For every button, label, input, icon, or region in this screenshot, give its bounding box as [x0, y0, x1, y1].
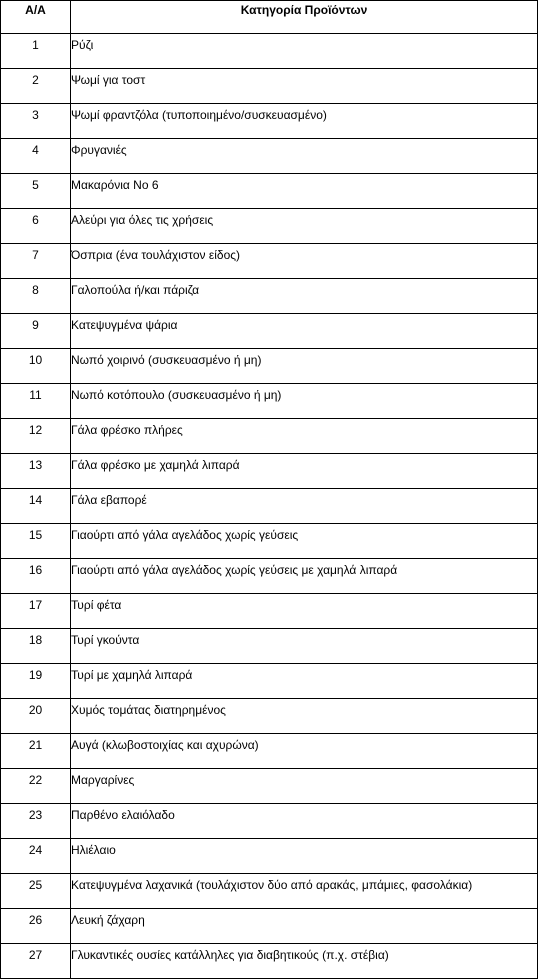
row-number: 18 [1, 629, 71, 664]
table-row [1, 594, 538, 629]
product-category-name: Γιαούρτι από γάλα αγελάδος χωρίς γεύσεις [71, 524, 538, 559]
product-category-name: Φρυγανιές [71, 139, 538, 174]
row-number: 23 [1, 804, 71, 839]
row-number: 6 [1, 209, 71, 244]
table-row [1, 454, 538, 489]
product-category-name: Γάλα εβαπορέ [71, 489, 538, 524]
row-number: 12 [1, 419, 71, 454]
product-category-name: Μαργαρίνες [71, 769, 538, 804]
product-category-name: Ηλιέλαιο [71, 839, 538, 874]
row-number: 15 [1, 524, 71, 559]
table-row [1, 104, 538, 139]
row-number: 16 [1, 559, 71, 594]
product-category-name: Αυγά (κλωβοστοιχίας και αχυρώνα) [71, 734, 538, 769]
product-category-name: Όσπρια (ένα τουλάχιστον είδος) [71, 244, 538, 279]
table-body [1, 34, 538, 979]
product-category-name: Τυρί με χαμηλά λιπαρά [71, 664, 538, 699]
row-number: 4 [1, 139, 71, 174]
row-number: 27 [1, 944, 71, 979]
row-number: 20 [1, 699, 71, 734]
header-serial-number: Α/Α [1, 1, 71, 34]
table-row [1, 769, 538, 804]
product-category-name: Ψωμί φραντζόλα (τυποποιημένο/συσκευασμένο) [71, 104, 538, 139]
row-number: 13 [1, 454, 71, 489]
row-number: 26 [1, 909, 71, 944]
row-number: 21 [1, 734, 71, 769]
row-number: 9 [1, 314, 71, 349]
product-category-name: Κατεψυγμένα ψάρια [71, 314, 538, 349]
table-row [1, 139, 538, 174]
row-number: 3 [1, 104, 71, 139]
table-row [1, 559, 538, 594]
table-row [1, 69, 538, 104]
product-category-name: Νωπό κοτόπουλο (συσκευασμένο ή μη) [71, 384, 538, 419]
table-row [1, 664, 538, 699]
product-category-name: Γαλοπούλα ή/και πάριζα [71, 279, 538, 314]
table-row [1, 909, 538, 944]
row-number: 10 [1, 349, 71, 384]
table-row [1, 419, 538, 454]
table-row [1, 314, 538, 349]
product-category-name: Τυρί γκούντα [71, 629, 538, 664]
table-row [1, 279, 538, 314]
table-row [1, 244, 538, 279]
table-row [1, 174, 538, 209]
table-row [1, 629, 538, 664]
row-number: 1 [1, 34, 71, 69]
table-row [1, 839, 538, 874]
product-category-name: Γάλα φρέσκο με χαμηλά λιπαρά [71, 454, 538, 489]
product-category-name: Τυρί φέτα [71, 594, 538, 629]
row-number: 2 [1, 69, 71, 104]
table-row [1, 699, 538, 734]
product-category-name: Λευκή ζάχαρη [71, 909, 538, 944]
product-category-name: Κατεψυγμένα λαχανικά (τουλάχιστον δύο από αρακάς, μπάμιες, φασολάκια) [71, 874, 538, 909]
product-category-name: Παρθένο ελαιόλαδο [71, 804, 538, 839]
product-category-name: Χυμός τομάτας διατηρημένος [71, 699, 538, 734]
row-number: 24 [1, 839, 71, 874]
product-category-name: Νωπό χοιρινό (συσκευασμένο ή μη) [71, 349, 538, 384]
row-number: 11 [1, 384, 71, 419]
product-category-name: Ψωμί για τοστ [71, 69, 538, 104]
table-row [1, 874, 538, 909]
row-number: 25 [1, 874, 71, 909]
row-number: 7 [1, 244, 71, 279]
table-row [1, 384, 538, 419]
row-number: 5 [1, 174, 71, 209]
table-row [1, 34, 538, 69]
table-row [1, 489, 538, 524]
product-category-name: Ρύζι [71, 34, 538, 69]
table-row [1, 209, 538, 244]
product-category-name: Αλεύρι για όλες τις χρήσεις [71, 209, 538, 244]
row-number: 17 [1, 594, 71, 629]
product-category-name: Γιαούρτι από γάλα αγελάδος χωρίς γεύσεις με χαμηλά λιπαρά [71, 559, 538, 594]
row-number: 8 [1, 279, 71, 314]
table-row [1, 734, 538, 769]
table-row [1, 944, 538, 979]
table-row [1, 524, 538, 559]
header-product-category: Κατηγορία Προϊόντων [71, 1, 538, 34]
row-number: 22 [1, 769, 71, 804]
product-category-name: Μακαρόνια Νο 6 [71, 174, 538, 209]
row-number: 14 [1, 489, 71, 524]
table-header-row [1, 1, 538, 34]
table-row [1, 804, 538, 839]
product-category-name: Γάλα φρέσκο πλήρες [71, 419, 538, 454]
product-category-name: Γλυκαντικές ουσίες κατάλληλες για διαβητικούς (π.χ. στέβια) [71, 944, 538, 979]
table-row [1, 349, 538, 384]
row-number: 19 [1, 664, 71, 699]
